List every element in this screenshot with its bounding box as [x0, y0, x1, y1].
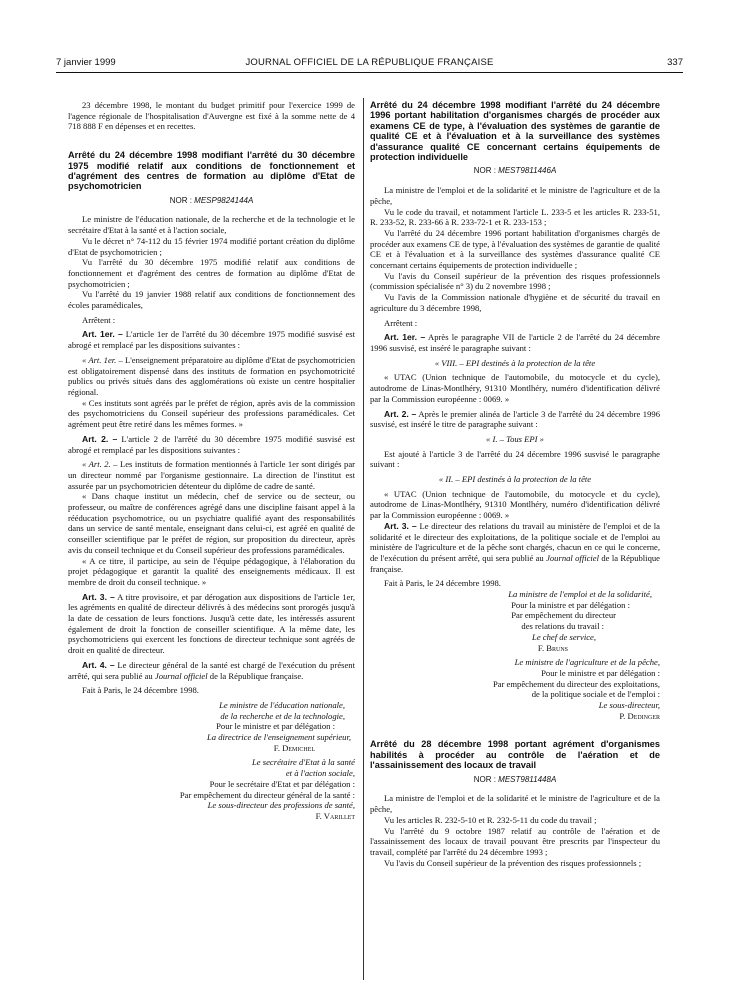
article-2-addition: Est ajouté à l'article 3 de l'arrêté du 24 décembre 1996 susvisé le paragraphe suivant :	[370, 448, 660, 470]
quote-label: « Art. 2. –	[82, 459, 118, 470]
signature-line: et à l'action sociale,	[285, 768, 355, 779]
article-text-end: de la République française.	[370, 552, 660, 574]
signature-line: de la politique sociale et de l'emploi :	[531, 689, 660, 700]
running-head	[56, 57, 683, 69]
signature-line: Pour le ministre et par délégation :	[216, 721, 335, 732]
signature-line: La ministre de l'emploi et de la solidarité,	[508, 589, 652, 600]
signature-line: de la recherche et de la technologie,	[220, 710, 345, 721]
article-text: A titre provisoire, et par dérogation aux dispositions de l'article 1er, les agréments en qualité de directeur délivrés à des médecins sont prorogés jusqu'à la date de cessation de leurs fonctions. Jusqu'à cette date, les intéressés assurent également de droit la fonction de conseiller scientifique. A la même date, les psychomotriciens qui exercent les fonctions de directeur technique sont agréés de droit en qualité de directeur.	[68, 591, 355, 656]
article-label: Art. 3. –	[82, 591, 115, 602]
decree-title-2: Arrêté du 28 décembre 1998 portant agrément d'organismes habilités à procéder au contrôle de l'aération et de l'assainissement des locaux de travail	[370, 739, 660, 771]
nor-value: MEST9811446A	[498, 166, 557, 176]
article-text: L'article 2 de l'arrêté du 30 décembre 1975 modifié susvisé est abrogé et remplacé par les dispositions suivantes :	[68, 433, 355, 455]
signature-line: Pour le secrétaire d'Etat et par délégation :	[209, 778, 355, 789]
article-1-quote: « UTAC (Union technique de l'automobile, du motocycle et du cycle), autodrome de Linas-Montlhéry, 91310 Montlhéry, numéro d'identification délivré par la Commission européenne : 0069. »	[370, 372, 660, 404]
signature-line: Pour le ministre et par délégation :	[541, 667, 660, 678]
article-text: Le directeur des relations du travail au ministère de l'emploi et de la solidarité et le directeur des exploitations, de la politique sociale et de l'emploi au ministère de l'agriculture et de la pêche sont chargés, chacun en ce qui le concerne, de l'exécution du présent arrêté, qui sera publié au	[370, 520, 660, 563]
signatory-name: P. Dedinger	[619, 710, 660, 721]
signature-line: Le ministre de l'agriculture et de la pêche,	[514, 657, 660, 668]
quote-text: Les instituts de formation mentionnés à l'article 1er sont dirigés par un directeur nommé par l'organisme gestionnaire. La direction de l'institut est assurée par un psychomotricien détenteur du diplôme de cadre de santé.	[68, 459, 355, 491]
article-text: Le directeur général de la santé est chargé de l'exécution du présent arrêté, qui sera publié au	[68, 659, 355, 681]
page-number: 337	[667, 57, 683, 68]
article-label: Art. 2. –	[384, 408, 417, 419]
journal-title: JOURNAL OFFICIEL DE LA RÉPUBLIQUE FRANÇAISE	[245, 57, 494, 68]
nor-value: MEST9811448A	[498, 774, 557, 784]
journal-officiel-ref: Journal officiel	[546, 552, 600, 563]
visa-paragraph: Le ministre de l'éducation nationale, de la recherche et de la technologie et le secrétaire d'Etat à la santé et à l'action sociale,	[68, 214, 355, 236]
intro-paragraph: 23 décembre 1998, le montant du budget primitif pour l'exercice 1999 de l'agence régionale de l'hospitalisation d'Auvergne est fixé à la somme nette de 4 718 888 F en dépenses et en recettes.	[68, 100, 355, 132]
signature-block-1	[370, 589, 660, 653]
visa-paragraph: La ministre de l'emploi et de la solidarité et le ministre de l'agriculture et de la pêche,	[370, 793, 660, 815]
signature-line: Par empêchement du directeur des exploitations,	[492, 678, 660, 689]
signature-block-2	[68, 757, 355, 821]
nor-label: NOR :	[473, 774, 496, 784]
signature-line: Le chef de service,	[532, 631, 596, 642]
article-text-end: de la République française.	[209, 670, 304, 681]
visa-paragraph: Vu l'arrêté du 9 octobre 1987 relatif au contrôle de l'aération et de l'assainissement des locaux de travail pouvant être prescrits par l'inspecteur du travail, complété par l'arrêté du 24 décembre 1993 ;	[370, 825, 660, 857]
done-at-paris: Fait à Paris, le 24 décembre 1998.	[82, 685, 199, 696]
article-label: Art. 1er. –	[82, 329, 123, 340]
article-text: Après le premier alinéa de l'article 3 de l'arrêté du 24 décembre 1996 susvisé, est inséré le titre de paragraphe suivant :	[370, 408, 660, 430]
nor-reference	[370, 775, 660, 786]
article-4	[68, 660, 355, 681]
visa-paragraph: Vu l'arrêté du 30 décembre 1975 modifié relatif aux conditions de fonctionnement et d'agrément des centres de formation au diplôme d'Etat de psychomotricien ;	[68, 257, 355, 289]
signature-line: Par empêchement du directeur	[511, 610, 616, 621]
signature-line: Pour la ministre et par délégation :	[511, 599, 630, 610]
nor-reference	[370, 166, 660, 177]
visa-paragraph: La ministre de l'emploi et de la solidarité et le ministre de l'agriculture et de la pêche,	[370, 185, 660, 206]
article-label: Art. 4. –	[82, 659, 115, 670]
paragraph-heading: « I. – Tous EPI »	[486, 433, 544, 444]
article-3	[68, 592, 355, 656]
nor-label: NOR :	[473, 166, 496, 176]
article-2	[370, 409, 660, 430]
signature-line: des relations du travail :	[521, 621, 604, 632]
arretent-line: Arrêtent :	[384, 317, 418, 328]
signature-block-1	[68, 700, 355, 754]
signature-line: Le sous-directeur,	[598, 700, 660, 711]
article-2-quote	[68, 459, 355, 491]
decree-title: Arrêté du 24 décembre 1998 modifiant l'arrêté du 30 décembre 1975 modifié relatif aux conditions de fonctionnement et d'agrément des centres de formation au diplôme d'Etat de psychomotricien	[68, 150, 355, 192]
quote-label: « Art. 1er. –	[82, 354, 123, 365]
visa-paragraph: Vu l'avis du Conseil supérieur de la prévention des risques professionnels ;	[384, 857, 642, 868]
arretent-line: Arrêtent :	[82, 314, 116, 325]
article-text: L'article 1er de l'arrêté du 30 décembre 1975 modifié susvisé est abrogé et remplacé par les dispositions suivantes :	[68, 329, 356, 351]
article-3	[370, 521, 660, 575]
issue-date: 7 janvier 1999	[56, 57, 116, 68]
signature-line: Le secrétaire d'Etat à la santé	[252, 757, 355, 768]
signature-line: La directrice de l'enseignement supérieur,	[207, 732, 351, 743]
decree-title: Arrêté du 24 décembre 1998 modifiant l'arrêté du 24 décembre 1996 portant habilitation d'organismes chargés de procéder aux examens CE de type, à l'évaluation des systèmes de garantie de qualité CE et à l'évaluation et à la surveillance des systèmes d'assurance qualité CE concernant certains équipements de protection individuelle	[370, 100, 660, 163]
visa-paragraph: Vu l'arrêté du 19 janvier 1988 relatif aux conditions de fonctionnement des écoles paramédicales,	[68, 289, 355, 311]
visa-paragraph: Vu l'arrêté du 24 décembre 1996 portant habilitation d'organismes chargés de procéder aux examens CE de type, à l'évaluation des systèmes de garantie de qualité CE et à l'évaluation et à la surveillance des systèmes d'assurance qualité CE concernant certains équipements de protection individuelle ;	[370, 227, 660, 271]
article-label: Art. 2. –	[82, 433, 118, 444]
column-divider	[363, 98, 364, 980]
left-column	[68, 100, 355, 822]
right-column	[370, 100, 660, 868]
article-1-quote	[68, 355, 355, 398]
visa-paragraph: Vu le code du travail, et notamment l'article L. 233-5 et les articles R. 233-51, R. 233-52, R. 233-66 à R. 233-72-1 et R. 233-153 ;	[370, 206, 660, 228]
visa-paragraph: Vu les articles R. 232-5-10 et R. 232-5-11 du code du travail ;	[384, 814, 597, 825]
visa-paragraph: Vu le décret n° 74-112 du 15 février 1974 modifié portant création du diplôme d'Etat de psychomotricien ;	[68, 235, 355, 257]
nor-reference	[68, 196, 355, 207]
article-2-quote-2: « Dans chaque institut un médecin, chef de service ou de secteur, ou professeur, ou maître de conférences agrégé dans une discipline faisant appel à la rééducation psychomotrice, ou un psychiatre qualifié ayant des responsabilités dans un service de santé mentale, enseignant dans celui-ci, est agréé en qualité de conseiller scientifique par le préfet de région, sur proposition du directeur, après avis du conseil technique et du Conseil supérieur des professions paramédicales.	[68, 491, 355, 555]
article-1-quote-2: « Ces instituts sont agréés par le préfet de région, après avis de la commission des psychomotriciens du Conseil supérieur des professions paramédicales. Cet agrément peut être retiré dans les mêmes formes. »	[68, 397, 355, 430]
signatory-name: F. Varillet	[315, 811, 355, 821]
article-label: Art. 1er. –	[384, 332, 426, 343]
nor-label: NOR :	[169, 195, 192, 205]
header-rule	[56, 72, 683, 73]
article-2-quote-3: « A ce titre, il participe, au sein de l'équipe pédagogique, à l'élaboration du projet pédagogique et garantit la qualité des enseignements médicaux. Il est membre de droit du conseil technique. »	[68, 555, 355, 587]
signature-line: Le ministre de l'éducation nationale,	[219, 699, 345, 710]
article-1	[68, 329, 355, 350]
nor-value: MESP9824144A	[194, 195, 254, 205]
signatory-name: F. Demichel	[273, 742, 315, 753]
quote-text: L'enseignement préparatoire au diplôme d'Etat de psychomotricien est obligatoirement dispensé dans des instituts de formation en psychomotricité publics ou privés situés dans des agglomérations où existe un centre hospitalier régional.	[68, 354, 355, 397]
paragraph-heading: « II. – EPI destinés à la protection de la tête	[438, 474, 592, 485]
done-at-paris: Fait à Paris, le 24 décembre 1998.	[384, 578, 501, 589]
signature-line: Le sous-directeur des professions de santé,	[207, 800, 355, 811]
article-1	[370, 332, 660, 353]
article-2	[68, 434, 355, 455]
signatory-name: F. Bruns	[537, 642, 568, 653]
paragraph-heading: « VIII. – EPI destinés à la protection de la tête	[434, 357, 596, 368]
journal-officiel-ref: Journal officiel	[154, 670, 208, 681]
article-label: Art. 3. –	[384, 520, 417, 531]
article-text: Après le paragraphe VII de l'article 2 de l'arrêté du 24 décembre 1996 susvisé, est inséré le paragraphe suivant :	[370, 332, 660, 353]
article-2-quote: « UTAC (Union technique de l'automobile, du motocycle et du cycle), autodrome de Linas-Montlhéry, 91310 Montlhéry, numéro d'identification délivré par la Commission européenne : 0069. »	[370, 488, 660, 521]
signature-block-2	[370, 657, 660, 721]
visa-paragraph: Vu l'avis de la Commission nationale d'hygiène et de sécurité du travail en agriculture du 3 décembre 1998,	[370, 292, 660, 313]
visa-paragraph: Vu l'avis du Conseil supérieur de la prévention des risques professionnels (commission spécialisée n° 3) du 2 novembre 1998 ;	[370, 270, 660, 292]
signature-line: Par empêchement du directeur général de la santé :	[179, 789, 355, 800]
